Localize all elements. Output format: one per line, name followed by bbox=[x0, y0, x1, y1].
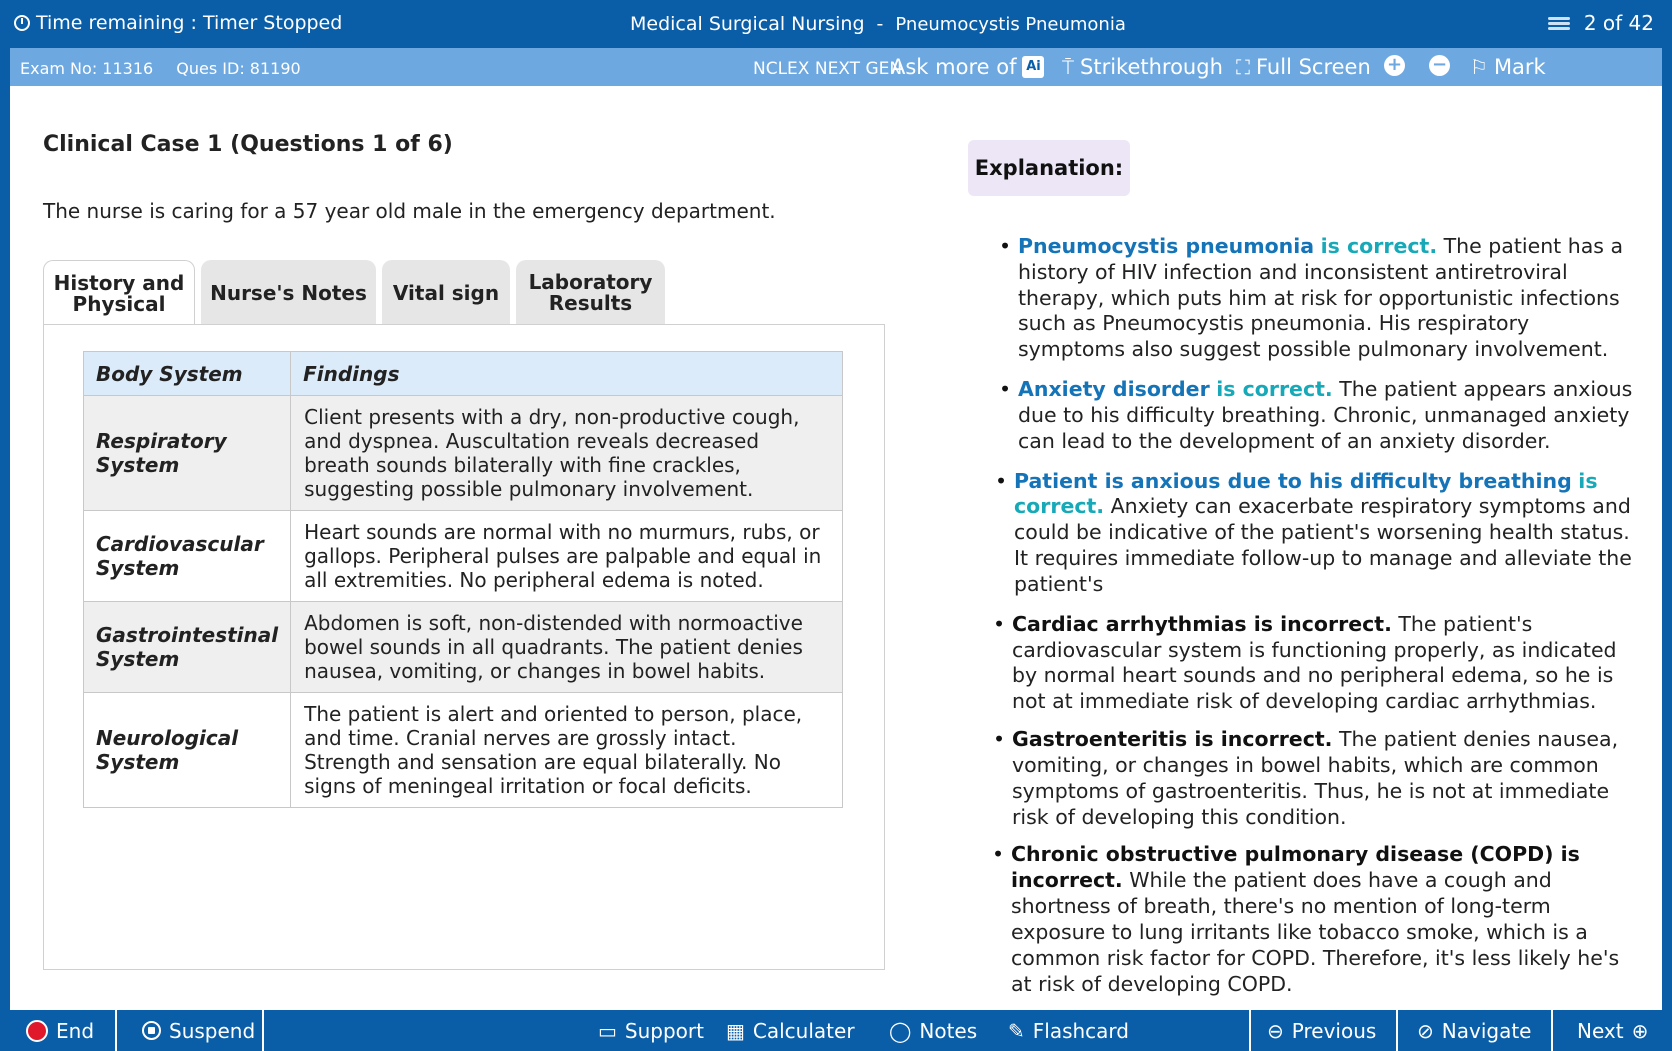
findings-table bbox=[83, 351, 843, 808]
flag-icon: ⚐ bbox=[1470, 55, 1488, 79]
support-button[interactable] bbox=[598, 1010, 704, 1051]
compass-icon: ⊘ bbox=[1417, 1018, 1434, 1043]
previous-button[interactable] bbox=[1267, 1010, 1376, 1051]
body-system-cell bbox=[84, 396, 291, 511]
ask-ai-label: Ask more of bbox=[891, 55, 1017, 79]
previous-label: Previous bbox=[1291, 1018, 1377, 1043]
option-rationale: The patient's cardiovascular system is functioning properly, as indicated by normal heart sounds and no peripheral edema, so he is not at immediate risk of developing cardiac arrhythmias. bbox=[1012, 611, 1617, 714]
ai-icon: Ai bbox=[1022, 56, 1044, 78]
divider bbox=[115, 1010, 117, 1051]
findings-cell: The patient is alert and oriented to person, place, and time. Cranial nerves are grossly intact. Strength and sensation are equal bilaterally. No signs of meningeal irritation or focal deficits. bbox=[291, 693, 843, 808]
speech-bubble-icon: ◯ bbox=[889, 1018, 912, 1043]
strikethrough-icon: ⍑ bbox=[1062, 55, 1074, 79]
tab-label: History and bbox=[53, 271, 185, 295]
tab-label: Physical bbox=[72, 292, 166, 316]
option-verdict: is correct. bbox=[1216, 377, 1333, 402]
findings-cell: Abdomen is soft, non-distended with normoactive bowel sounds in all quadrants. The patient denies nausea, vomiting, or changes in bowel habits. bbox=[291, 602, 843, 693]
explanation-item bbox=[995, 234, 1635, 363]
next-label: Next bbox=[1577, 1018, 1624, 1043]
tab-panel bbox=[43, 324, 885, 970]
divider bbox=[262, 1010, 264, 1051]
tab-label: Vital sign bbox=[392, 280, 500, 305]
suspend-button[interactable] bbox=[142, 1010, 255, 1051]
strikethrough-button[interactable] bbox=[1062, 55, 1223, 79]
question-stem: The nurse is caring for a 57 year old male in the emergency department. bbox=[43, 199, 776, 223]
system-name: System bbox=[96, 750, 180, 774]
option-name: Chronic obstructive pulmonary disease (COPD) is incorrect. bbox=[1011, 842, 1580, 893]
notes-button[interactable] bbox=[889, 1010, 977, 1051]
flashcard-button[interactable] bbox=[1008, 1010, 1129, 1051]
calculator-icon: ▦ bbox=[726, 1018, 745, 1043]
option-name: Gastroenteritis is incorrect. bbox=[1012, 727, 1333, 752]
explanation-item bbox=[989, 612, 1635, 715]
flashcard-icon: ✎ bbox=[1008, 1018, 1025, 1043]
option-rationale: Anxiety can exacerbate respiratory symptoms and could be indicative of the patient's worsening health status. It requires immediate follow-up to manage and alleviate the patient's bbox=[1014, 494, 1632, 596]
title-separator: - bbox=[876, 13, 884, 35]
explanation-label: Explanation: bbox=[968, 140, 1130, 196]
topic-name: Pneumocystis Pneumonia bbox=[895, 14, 1126, 35]
calculator-button[interactable] bbox=[726, 1010, 855, 1051]
explanation-item bbox=[991, 469, 1635, 598]
exam-ids bbox=[20, 59, 319, 78]
exam-type: NCLEX NEXT GEN bbox=[753, 59, 903, 79]
top-bar bbox=[0, 0, 1672, 48]
divider bbox=[1551, 1010, 1553, 1051]
calculator-label: Calculater bbox=[752, 1018, 855, 1043]
support-label: Support bbox=[624, 1018, 704, 1043]
option-rationale: The patient has a history of HIV infection and inconsistent antiretroviral therapy, which puts him at risk for opportunistic infections such as Pneumocystis pneumonia. His respiratory symptoms also suggest possible pulmonary involvement. bbox=[1018, 234, 1624, 362]
stop-icon bbox=[26, 1020, 48, 1042]
findings-cell: Heart sounds are normal with no murmurs, rubs, or gallops. Peripheral pulses are palpable and equal in all extremities. No peripheral edema is noted. bbox=[291, 511, 843, 602]
system-name: System bbox=[96, 556, 180, 580]
navigate-label: Navigate bbox=[1441, 1018, 1532, 1043]
explanation-item bbox=[989, 727, 1635, 830]
table-row bbox=[84, 511, 843, 602]
plus-icon: + bbox=[1384, 55, 1405, 76]
notes-label: Notes bbox=[919, 1018, 978, 1043]
arrow-right-circle-icon: ⊕ bbox=[1631, 1018, 1649, 1043]
table-row bbox=[84, 602, 843, 693]
course-name: Medical Surgical Nursing bbox=[630, 13, 865, 35]
option-rationale: The patient denies nausea, vomiting, or changes in bowel habits, which are common symptoms of gastroenteritis. Thus, he is not at immediate risk of developing this condition. bbox=[1012, 727, 1619, 829]
system-name: Gastrointestinal bbox=[96, 623, 279, 647]
bottom-bar bbox=[0, 1010, 1672, 1051]
counter-text: 2 of 42 bbox=[1583, 11, 1654, 35]
table-row bbox=[84, 396, 843, 511]
timer-text: Time remaining : Timer Stopped bbox=[36, 12, 343, 34]
next-button[interactable] bbox=[1577, 1010, 1648, 1051]
clock-icon bbox=[14, 15, 30, 31]
divider bbox=[1396, 1010, 1398, 1051]
chat-icon: ▭ bbox=[598, 1018, 617, 1043]
option-verdict: is correct. bbox=[1320, 234, 1438, 258]
divider bbox=[1249, 1010, 1251, 1051]
arrow-left-circle-icon: ⊖ bbox=[1267, 1018, 1284, 1043]
body-system-cell bbox=[84, 693, 291, 808]
option-name: Cardiac arrhythmias is incorrect. bbox=[1012, 611, 1392, 636]
end-label: End bbox=[56, 1018, 95, 1043]
findings-cell: Client presents with a dry, non-productive cough, and dyspnea. Auscultation reveals decreased breath sounds bilaterally with fine crackles, suggesting possible pulmonary involvement. bbox=[291, 396, 843, 511]
tab-history-and-physical[interactable] bbox=[43, 260, 195, 327]
exam-title bbox=[630, 13, 1126, 35]
tab-label: Results bbox=[548, 291, 633, 315]
tab-label: Laboratory bbox=[528, 270, 653, 294]
system-name: Neurological bbox=[96, 726, 239, 750]
full-screen-label: Full Screen bbox=[1256, 55, 1371, 79]
explanation-list bbox=[995, 234, 1635, 997]
option-name: Anxiety disorder bbox=[1018, 377, 1210, 402]
suspend-label: Suspend bbox=[169, 1018, 256, 1043]
tab-nurses-notes[interactable] bbox=[201, 260, 376, 326]
tab-vital-sign[interactable] bbox=[382, 260, 510, 326]
zoom-in-button[interactable] bbox=[1384, 55, 1405, 76]
mark-button[interactable] bbox=[1470, 55, 1546, 79]
exam-number: Exam No: 11316 bbox=[20, 59, 154, 78]
flashcard-label: Flashcard bbox=[1032, 1018, 1129, 1043]
navigate-button[interactable] bbox=[1417, 1010, 1531, 1051]
minus-icon: − bbox=[1429, 55, 1450, 76]
table-header-row bbox=[84, 352, 843, 396]
main-panel bbox=[10, 86, 1662, 1010]
sub-toolbar bbox=[10, 48, 1662, 86]
option-rationale: The patient appears anxious due to his difficulty breathing. Chronic, unmanaged anxiety can lead to the development of an anxiety disorder. bbox=[1018, 377, 1633, 453]
tab-label: Nurse's Notes bbox=[210, 280, 367, 305]
tab-laboratory-results[interactable] bbox=[516, 260, 665, 326]
end-button[interactable] bbox=[26, 1010, 94, 1051]
full-screen-button[interactable] bbox=[1236, 55, 1371, 79]
option-name: Pneumocystis pneumonia bbox=[1018, 234, 1315, 258]
expand-icon: ⛶ bbox=[1236, 55, 1250, 79]
explanation-item bbox=[988, 842, 1635, 997]
mark-label: Mark bbox=[1493, 55, 1546, 79]
explanation-item bbox=[995, 377, 1635, 454]
timer bbox=[14, 12, 342, 34]
option-verdict: is correct. bbox=[1014, 468, 1598, 519]
system-name: Respiratory bbox=[96, 429, 227, 453]
body-system-cell bbox=[84, 602, 291, 693]
table-row bbox=[84, 693, 843, 808]
option-name: Patient is anxious due to his difficulty breathing bbox=[1014, 468, 1572, 493]
column-header: Findings bbox=[291, 352, 843, 396]
system-name: System bbox=[96, 453, 180, 477]
option-rationale: While the patient does have a cough and shortness of breath, there's no mention of long-term exposure to lung irritants like tobacco smoke, which is a common risk factor for COPD. Therefore, it's less likely he's at risk of developing COPD. bbox=[1011, 868, 1620, 996]
system-name: Cardiovascular bbox=[96, 532, 264, 556]
zoom-out-button[interactable] bbox=[1429, 55, 1450, 76]
exhibit-tabs bbox=[43, 260, 665, 326]
question-id: Ques ID: 81190 bbox=[176, 59, 301, 78]
strikethrough-label: Strikethrough bbox=[1080, 55, 1223, 79]
question-list-icon[interactable] bbox=[1548, 16, 1570, 30]
question-counter bbox=[1548, 11, 1654, 35]
system-name: System bbox=[96, 647, 180, 671]
column-header: Body System bbox=[84, 352, 291, 396]
ask-ai-button[interactable] bbox=[891, 55, 1044, 79]
pause-icon bbox=[142, 1021, 161, 1040]
case-title: Clinical Case 1 (Questions 1 of 6) bbox=[43, 132, 453, 157]
body-system-cell bbox=[84, 511, 291, 602]
